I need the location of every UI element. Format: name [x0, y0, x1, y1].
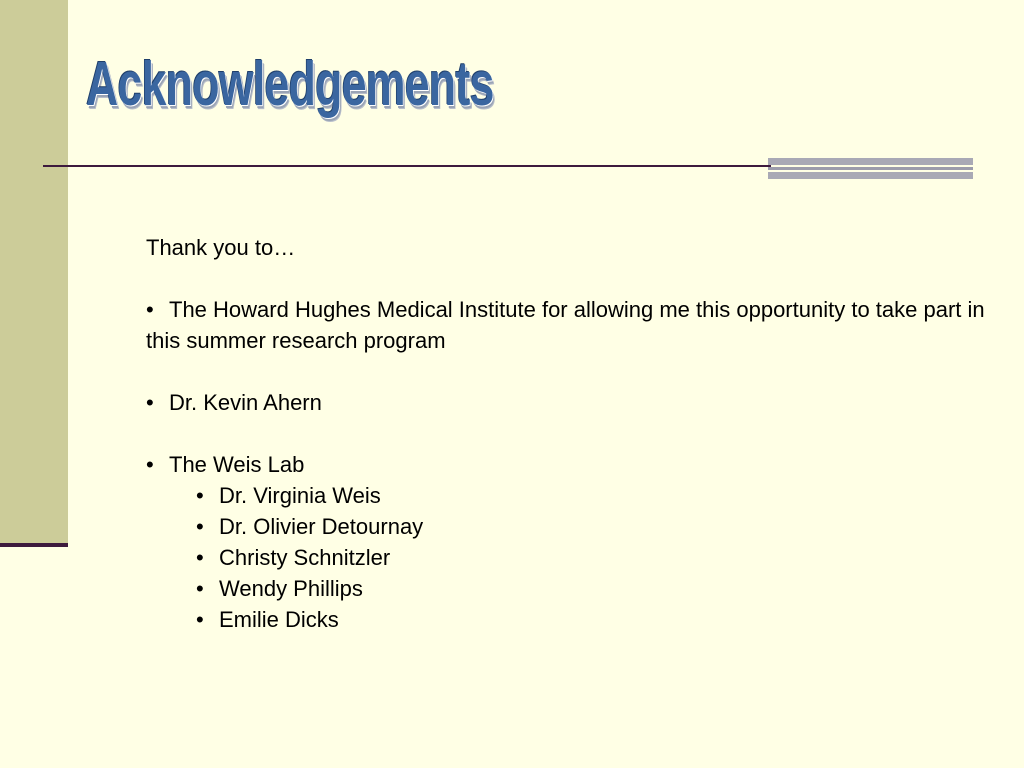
lab-member-name: Wendy Phillips [219, 576, 363, 601]
title-divider-line [43, 165, 771, 167]
bullet-text: The Howard Hughes Medical Institute for allowing me this opportunity to take part in this summer research program [146, 297, 985, 353]
accent-bar-top [768, 158, 973, 165]
lab-member-name: Dr. Olivier Detournay [219, 514, 424, 539]
spacer [146, 418, 986, 449]
lab-member-name: Dr. Virginia Weis [219, 483, 381, 508]
bullet-item-hhmi [146, 294, 986, 356]
spacer [146, 356, 986, 387]
spacer [146, 263, 986, 294]
bullet-item-advisor [146, 387, 986, 418]
left-band-underline [0, 543, 68, 547]
lab-member-item [146, 573, 986, 604]
title-divider-accent [768, 158, 973, 179]
bullet-glyph: • [146, 452, 154, 477]
slide-body [146, 232, 986, 635]
bullet-glyph: • [196, 483, 204, 508]
bullet-glyph: • [196, 607, 204, 632]
bullet-glyph: • [196, 576, 204, 601]
bullet-glyph: • [196, 545, 204, 570]
bullet-item-lab [146, 449, 986, 480]
accent-bar-middle [768, 167, 973, 170]
lab-member-name: Emilie Dicks [219, 607, 339, 632]
slide-title: Acknowledgements [86, 50, 494, 119]
intro-text: Thank you to… [146, 235, 296, 260]
bullet-glyph: • [196, 514, 204, 539]
accent-bar-bottom [768, 172, 973, 179]
bullet-text: Dr. Kevin Ahern [169, 390, 322, 415]
bullet-glyph: • [146, 297, 154, 322]
lab-member-name: Christy Schnitzler [219, 545, 391, 570]
lab-member-item [146, 542, 986, 573]
left-side-band [0, 0, 68, 544]
bullet-text: The Weis Lab [169, 452, 305, 477]
lab-member-item [146, 480, 986, 511]
bullet-glyph: • [146, 390, 154, 415]
lab-member-item [146, 511, 986, 542]
lab-member-item [146, 604, 986, 635]
